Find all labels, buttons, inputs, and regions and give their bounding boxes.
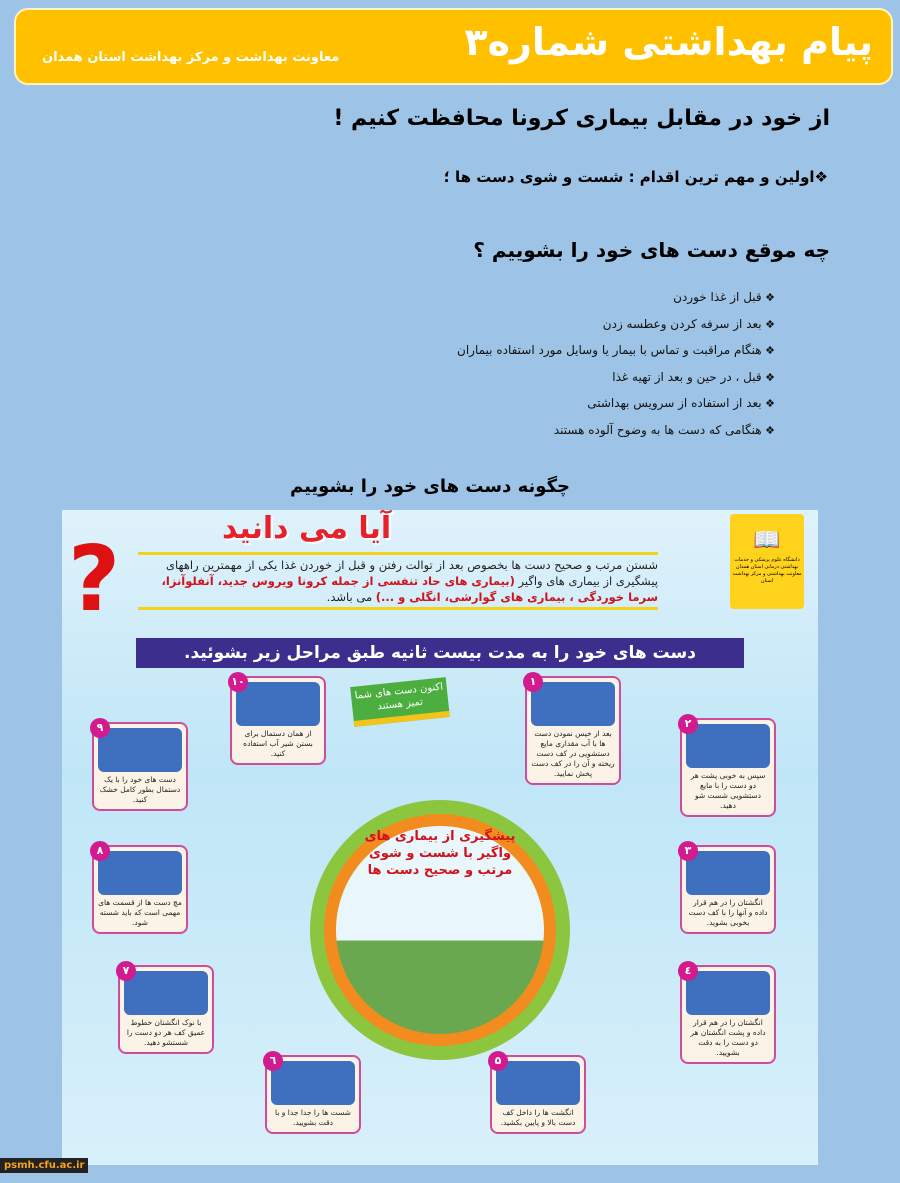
step-card [118, 965, 214, 1054]
question-mark-icon: ? [68, 527, 121, 632]
step-caption: سپس به خوبی پشت هر دو دست را با مایع دستشویی شست شو دهید. [690, 771, 766, 810]
clean-hands-tag: اکنون دست های شما تمیز هستند [350, 677, 450, 727]
hand-illustration-icon [686, 851, 770, 895]
list-item: ❖ قبل ، در حین و بعد از تهیه غذا [457, 370, 775, 397]
step-caption: با نوک انگشتان خطوط عمیق کف هر دو دست را شستشو دهید. [126, 1018, 206, 1047]
step-number: ۵ [488, 1051, 508, 1071]
logo-text: دانشگاه علوم پزشکی و خدمات بهداشتی درمانی استان همدان معاونت بهداشتی و مرکز بهداشت استان [732, 557, 802, 584]
step-card [680, 718, 776, 817]
step-number: ۲ [678, 714, 698, 734]
list-item: ❖ هنگام مراقبت و تماس با بیمار یا وسایل مورد استفاده بیماران [457, 343, 775, 370]
step-card [680, 845, 776, 934]
hand-illustration-icon [124, 971, 208, 1015]
step-caption: انگشتان را در هم قرار داده و پشت انگشتان هر دو دست را به دقت بشویید. [690, 1018, 766, 1057]
step-caption: از همان دستمال برای بستن شیر آب استفاده کنید. [243, 729, 313, 758]
para-end: می باشد. [326, 590, 373, 604]
hand-illustration-icon [98, 728, 182, 772]
para-red-text: (بیماری های حاد تنفسی از جمله کرونا ویروس جدید، آنفلوآنزا، سرما خوردگی ، بیماری های گوارشی، انگلی و ...) [161, 574, 658, 604]
step-caption: بعد از خیس نمودن دست ها با آب مقداری مایع دستشویی در کف دست ریخته و آن را در کف دست پخش نمایید. [531, 729, 615, 778]
hand-illustration-icon [686, 724, 770, 768]
intro-paragraph [138, 552, 658, 610]
step-number: ٦ [263, 1051, 283, 1071]
book-logo-icon: 📖 [753, 528, 781, 553]
para-text: شستن مرتب و صحیح دست ها بخصوص بعد از توالت رفتن و قبل از خوردن غذا یکی از مهمترین راههای پیشگیری از بیماری های واگیر [166, 558, 658, 588]
list-item: ❖ بعد از استفاده از سرویس بهداشتی [457, 396, 775, 423]
step-number: ٤ [678, 961, 698, 981]
hand-illustration-icon [271, 1061, 355, 1105]
step-caption: انگشت ها را داخل کف دست بالا و پایین بکشید. [500, 1108, 576, 1127]
list-item: ❖ قبل از غذا خوردن [457, 290, 775, 317]
hand-illustration-icon [686, 971, 770, 1015]
step-card [490, 1055, 586, 1134]
watermark: psmh.cfu.ac.ir [0, 1158, 88, 1173]
when-list [457, 290, 775, 449]
page-title: پیام بهداشتی شماره۳ [464, 20, 873, 64]
step-caption: انگشتان را در هم قرار داده و آنها را با کف دست بخوبی بشوید. [688, 898, 768, 927]
hand-illustration-icon [236, 682, 320, 726]
step-card [265, 1055, 361, 1134]
instruction-banner: دست های خود را به مدت بیست ثانیه طبق مراحل زیر بشوئید. [136, 638, 744, 668]
list-item: ❖ هنگامی که دست ها به وضوح آلوده هستند [457, 423, 775, 450]
step-caption: مچ دست ها از قسمت های مهمی است که باید شسته شود. [98, 898, 182, 927]
hand-illustration-icon [98, 851, 182, 895]
list-item: ❖ بعد از سرفه کردن وعطسه زدن [457, 317, 775, 344]
step-card [525, 676, 621, 785]
step-card [92, 845, 188, 934]
step-number: ۳ [678, 841, 698, 861]
step-number: ۸ [90, 841, 110, 861]
step-card [230, 676, 326, 765]
hand-illustration-icon [496, 1061, 580, 1105]
did-you-know-title: آیا می دانید [222, 511, 392, 546]
circle-title: پیشگیری از بیماری های واگیر با شست و شوی مرتب و صحیح دست ها [364, 829, 516, 878]
hand-illustration-icon [531, 682, 615, 726]
header-banner [14, 8, 893, 85]
step-card [680, 965, 776, 1064]
organization-name: معاونت بهداشت و مرکز بهداشت استان همدان [42, 50, 340, 65]
heading-how: چگونه دست های خود را بشوییم [289, 476, 571, 497]
handwashing-poster [62, 510, 818, 1165]
heading-protect: از خود در مقابل بیماری کرونا محافظت کنیم ! [333, 106, 830, 131]
step-number: ۱ [523, 672, 543, 692]
step-caption: دست های خود را با یک دستمال بطور کامل خشک کنید. [99, 775, 181, 804]
step-caption: شست ها را جدا جدا و با دقت بشویید. [275, 1108, 351, 1127]
heading-when: چه موقع دست های خود را بشوییم ؟ [473, 238, 830, 262]
step-number: ۷ [116, 961, 136, 981]
university-logo [730, 514, 804, 609]
step-number: ۹ [90, 718, 110, 738]
step-card [92, 722, 188, 811]
step-number: ۱۰ [228, 672, 248, 692]
first-action: ❖اولین و مهم ترین اقدام : شست و شوی دست ها ؛ [443, 168, 828, 186]
